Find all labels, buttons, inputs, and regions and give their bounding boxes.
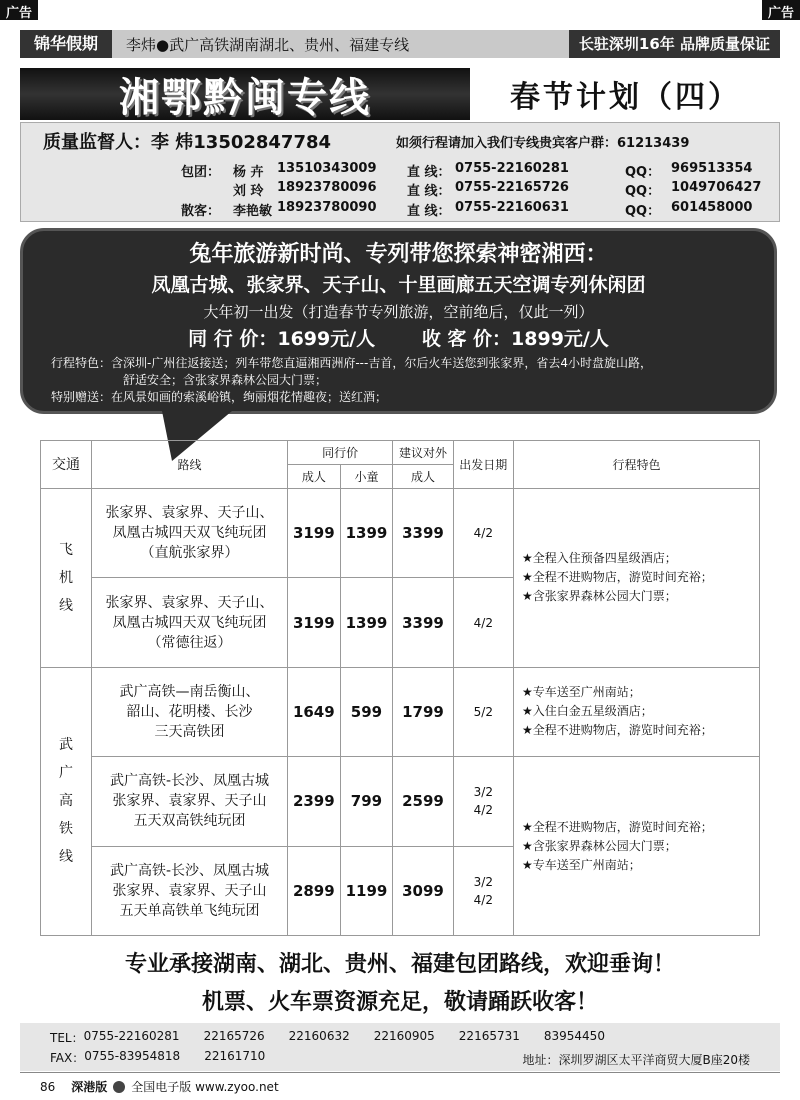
header-child: 小童: [340, 465, 393, 489]
top-bar: [20, 30, 780, 58]
page-divider: [20, 1072, 780, 1073]
direct-label: 直 线：: [407, 184, 451, 199]
depart-date: 4/2: [453, 578, 513, 667]
supervisor: 质量监督人：李 炜13502847784: [43, 132, 332, 153]
header-route: 路线: [92, 441, 288, 489]
contact-name: 刘 玲: [233, 184, 264, 199]
contact-label: 包团：: [181, 165, 221, 180]
promo-subhead: 凤凰古城、张家界、天子山、十里画廊五天空调专列休闲团: [151, 274, 646, 296]
tel-number: 22165726: [203, 1029, 265, 1043]
contact-phone: 18923780096: [277, 180, 377, 195]
slogan-line-2: 机票、火车票资源充足，敬请踊跃收客！: [201, 990, 598, 1015]
direct-number: 0755-22165726: [455, 180, 569, 195]
features-cell: ★专车送至广州南站； ★入住白金五星级酒店； ★全程不进购物店，游览时间充裕；: [513, 667, 759, 756]
qq-label: QQ：: [625, 184, 661, 199]
header-transport: 交通: [41, 441, 92, 489]
header-features: 行程特色: [513, 441, 759, 489]
title-bar: [20, 68, 780, 120]
peer-price: 同 行 价：1699元/人: [188, 328, 376, 350]
contact-phone: 13510343009: [277, 161, 377, 176]
promo-depart: 大年初一出发（打造春节专列旅游，空前绝后，仅此一列）: [203, 303, 594, 321]
qq-label: QQ：: [625, 165, 661, 180]
promo-feature-line: 行程特色：含深圳-广州往返接送；列车带您直逼湘西洲府---吉首，尔后火车送您到张家界，省去4小时盘旋山路，: [51, 356, 652, 370]
promo-prices: [23, 324, 774, 351]
edition: 深港版: [71, 1080, 108, 1094]
retail-price-cell: 3399: [393, 578, 453, 667]
contact-name: 李艳敏: [233, 204, 273, 219]
header-adult: 成人: [288, 465, 341, 489]
qq-number: 969513354: [671, 161, 753, 176]
tel-number: 0755-22160281: [83, 1029, 180, 1043]
tel-label: TEL：: [50, 1031, 84, 1045]
contact-label: [181, 180, 233, 199]
adult-price: 3199: [288, 489, 341, 578]
route-cell: 张家界、袁家界、天子山、 凤凰古城四天双飞纯玩团 （常德往返）: [92, 578, 288, 667]
table-row: [41, 489, 760, 578]
qq-number: 601458000: [671, 200, 753, 215]
child-price: 1399: [340, 578, 393, 667]
page-number: 86: [40, 1079, 56, 1094]
plan-title: 春节计划（四）: [510, 80, 741, 115]
fax-label: FAX：: [50, 1051, 85, 1065]
top-guarantee: 长驻深圳16年 品牌质量保证: [569, 30, 780, 58]
footer-contact: [20, 1023, 780, 1071]
brand-name: 锦华假期: [20, 30, 112, 58]
main-title: 湘鄂黔闽专线: [20, 68, 470, 120]
contact-label: 散客：: [181, 204, 221, 219]
contact-row: [181, 161, 752, 180]
fax-line: [50, 1049, 289, 1066]
transport-cell: 武广高铁线: [41, 667, 92, 935]
adult-price: 2399: [288, 757, 341, 846]
retail-price-cell: 2599: [393, 757, 453, 846]
table-row: [41, 667, 760, 756]
retail-price-cell: 3399: [393, 489, 453, 578]
header-peer: 同行价: [288, 441, 393, 465]
transport-cell: 飞机线: [41, 489, 92, 668]
header-retail: 建议对外: [393, 441, 453, 465]
header-retail-adult: 成人: [393, 465, 453, 489]
direct-number: 0755-22160281: [455, 161, 569, 176]
promo-bubble: [20, 228, 777, 414]
top-tagline: 李炜●武广高铁湖南湖北、贵州、福建专线: [126, 35, 410, 54]
routes-table: [40, 440, 760, 936]
child-price: 1399: [340, 489, 393, 578]
adult-price: 3199: [288, 578, 341, 667]
address: 地址：深圳罗湖区太平洋商贸大厦B座20楼: [522, 1053, 750, 1067]
promo-feature-line: 舒适安全；含张家界森林公园大门票；: [123, 373, 328, 387]
fax-number: 0755-83954818: [84, 1049, 181, 1063]
depart-date: 5/2: [453, 667, 513, 756]
slogan-line-1: 专业承接湖南、湖北、贵州、福建包团路线，欢迎垂询！: [124, 952, 675, 977]
promo-gifts: 特别赠送：在风景如画的索溪峪镇，绚丽烟花情趣夜；送红酒；: [51, 390, 388, 404]
contact-row: [181, 180, 761, 199]
child-price: 1199: [340, 846, 393, 935]
contact-row: [181, 200, 752, 219]
page-footer: [40, 1078, 279, 1095]
promo-features: [23, 355, 774, 406]
tel-number: 22160905: [373, 1029, 435, 1043]
features-cell: ★全程不进购物店，游览时间充裕； ★含张家界森林公园大门票； ★专车送至广州南站；: [513, 757, 759, 936]
retail-price-cell: 3099: [393, 846, 453, 935]
ad-label-right: 广告: [762, 0, 800, 20]
promo-headline: 兔年旅游新时尚、专列带您探索神密湘西：: [189, 242, 608, 267]
tel-number: 83954450: [543, 1029, 605, 1043]
depart-date: 3/2 4/2: [453, 846, 513, 935]
direct-label: 直 线：: [407, 165, 451, 180]
direct-label: 直 线：: [407, 204, 451, 219]
contact-phone: 18923780090: [277, 200, 377, 215]
qq-number: 1049706427: [671, 180, 762, 195]
child-price: 599: [340, 667, 393, 756]
retail-price: 收 客 价：1899元/人: [421, 328, 609, 350]
features-cell: ★全程入住预备四星级酒店； ★全程不进购物店，游览时间充裕； ★含张家界森林公园大门票；: [513, 489, 759, 668]
depart-date: 4/2: [453, 489, 513, 578]
site-link[interactable]: 全国电子版 www.zyoo.net: [131, 1080, 279, 1094]
vip-group: 如须行程请加入我们专线贵宾客户群：61213439: [396, 136, 690, 151]
route-cell: 武广高铁-长沙、凤凰古城 张家界、袁家界、天子山 五天双高铁纯玩团: [92, 757, 288, 846]
direct-number: 0755-22160631: [455, 200, 569, 215]
fax-number: 22161710: [204, 1049, 266, 1063]
adult-price: 1649: [288, 667, 341, 756]
table-row: [41, 757, 760, 846]
ad-label-left: 广告: [0, 0, 38, 20]
adult-price: 2899: [288, 846, 341, 935]
header-date: 出发日期: [453, 441, 513, 489]
tel-number: 22165731: [458, 1029, 520, 1043]
depart-date: 3/2 4/2: [453, 757, 513, 846]
route-cell: 武广高铁—南岳衡山、 韶山、花明楼、长沙 三天高铁团: [92, 667, 288, 756]
route-cell: 张家界、袁家界、天子山、 凤凰古城四天双飞纯玩团 （直航张家界）: [92, 489, 288, 578]
seal-icon: [113, 1081, 125, 1093]
route-cell: 武广高铁-长沙、凤凰古城 张家界、袁家界、天子山 五天单高铁单飞纯玩团: [92, 846, 288, 935]
tel-line: [50, 1029, 629, 1046]
qq-label: QQ：: [625, 204, 661, 219]
child-price: 799: [340, 757, 393, 846]
retail-price-cell: 1799: [393, 667, 453, 756]
contact-panel: [20, 122, 780, 222]
contact-name: 杨 卉: [233, 165, 264, 180]
tel-number: 22160632: [288, 1029, 350, 1043]
